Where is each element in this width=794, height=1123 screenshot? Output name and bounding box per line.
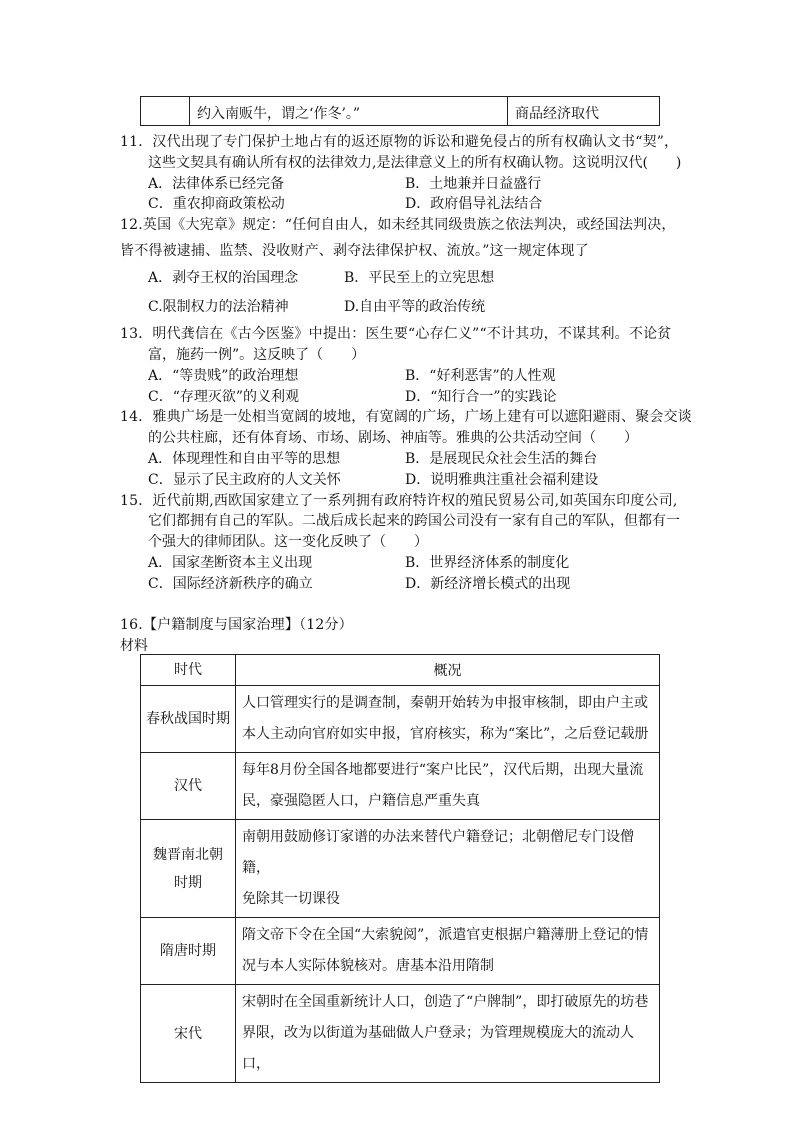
era-cell: 春秋战国时期 (141, 686, 236, 753)
q16-title: 16.【户籍制度与国家治理】（12分） (120, 617, 353, 633)
overview-line: 况与本人实际体貌核对。唐基本沿用隋制 (242, 958, 494, 974)
q12-stem-line1: 12.英国《大宪章》规定：“任何自由人，如未经其同级贵族之依法判决，或经国法判决， (120, 217, 676, 233)
q13-option-b[interactable]: B．“好利恶害”的人性观 (405, 368, 556, 384)
q14-option-c[interactable]: C．显示了民主政府的人文关怀 (148, 472, 341, 488)
top-table-fragment (140, 96, 660, 126)
overview-cell (236, 985, 660, 1083)
q13-option-c[interactable]: C．“存理灭欲”的义利观 (148, 389, 300, 405)
q15-stem-line3: 个强大的律师团队。这一变化反映了（ ） (148, 534, 428, 550)
era-cell: 魏晋南北朝时期 (141, 820, 236, 918)
q11-option-d[interactable]: D．政府倡导礼法结合 (405, 196, 543, 212)
q12-option-a[interactable]: A．剥夺王权的治国理念 (148, 270, 299, 286)
q11-option-a[interactable]: A．法律体系已经完备 (148, 176, 285, 192)
q11-stem-line2: 这些文契具有确认所有权的法律效力,是法律意义上的所有权确认物。这说明汉代( ) (148, 155, 682, 171)
q12-stem-line2: 皆不得被逮捕、监禁、没收财产、剥夺法律保护权、流放。”这一规定体现了 (120, 243, 589, 259)
q15-option-a[interactable]: A．国家垄断资本主义出现 (148, 555, 313, 571)
overview-line: 每年8月份全国各地都要进行“案户比民”，汉代后期，出现大量流 (242, 762, 644, 778)
era-cell: 隋唐时期 (141, 918, 236, 985)
q14-stem-line1: 14．雅典广场是一处相当宽阔的坡地，有宽阔的广场，广场上建有可以遮阳避雨、聚会交谈 (120, 409, 693, 425)
era-cell: 汉代 (141, 753, 236, 820)
overview-line: 宋朝时在全国重新统计人口，创造了“户牌制”，即打破原先的坊巷 (242, 994, 649, 1010)
q15-option-b[interactable]: B．世界经济体系的制度化 (405, 555, 570, 571)
top-table-cell-1 (141, 97, 190, 125)
q15-stem-line1: 15．近代前期,西欧国家建立了一系列拥有政府特许权的殖民贸易公司,如英国东印度公司, (120, 493, 678, 509)
material-label: 材料 (120, 638, 148, 654)
q13-stem-line1: 13．明代龚信在《古今医鉴》中提出：医生要“心存仁义”“不计其功，不谋其利。不论贫 (120, 326, 672, 342)
q13-stem-line2: 富，施药一例”。这反映了（ ） (148, 347, 366, 363)
q15-stem-line2: 它们都拥有自己的军队。二战后成长起来的跨国公司没有一家有自己的军队，但都有一 (148, 513, 680, 529)
table-row (141, 686, 660, 753)
table-header-row (141, 655, 660, 686)
overview-line: 民，豪强隐匿人口，户籍信息严重失真 (242, 793, 480, 809)
q12-option-c[interactable]: C.限制权力的法治精神 (148, 299, 289, 315)
overview-cell (236, 686, 660, 753)
q14-option-b[interactable]: B．是展现民众社会生活的舞台 (405, 451, 598, 467)
q14-stem-line2: 的公共柱廊，还有体育场、市场、剧场、神庙等。雅典的公共活动空间（ ） (148, 430, 638, 446)
era-cell: 宋代 (141, 985, 236, 1083)
q11-option-b[interactable]: B．土地兼并日益盛行 (405, 176, 542, 192)
q15-option-d[interactable]: D．新经济增长模式的出现 (405, 576, 571, 592)
q13-option-a[interactable]: A．“等贵贱”的政治理想 (148, 368, 299, 384)
overview-line: 界限，改为以街道为基础做人户登录；为管理规模庞大的流动人口， (242, 1025, 634, 1072)
q14-option-a[interactable]: A．体现理性和自由平等的思想 (148, 451, 341, 467)
overview-line: 隋文帝下令在全国“大索貌阅”，派遣官吏根据户籍薄册上登记的情 (242, 927, 649, 943)
q13-option-d[interactable]: D．“知行合一”的实践论 (405, 389, 557, 405)
table-row (141, 753, 660, 820)
top-table-cell-3: 商品经济取代 (515, 106, 599, 122)
overview-cell (236, 918, 660, 985)
overview-line: 本人主动向官府如实申报，官府核实，称为“案比”，之后登记载册 (242, 726, 649, 742)
table-row (141, 985, 660, 1083)
q11-stem-line1: 11．汉代出现了专门保护土地占有的返还原物的诉讼和避免侵占的所有权确认文书“契”， (120, 134, 679, 150)
table-row (141, 918, 660, 985)
q15-option-c[interactable]: C．国际经济新秩序的确立 (148, 576, 313, 592)
overview-line: 南朝用鼓励修订家谱的办法来替代户籍登记；北朝僧尼专门设僧籍， (242, 829, 634, 876)
overview-cell (236, 820, 660, 918)
overview-cell (236, 753, 660, 820)
overview-line: 人口管理实行的是调查制，秦朝开始转为申报审核制，即由户主或 (242, 695, 648, 711)
q12-option-b[interactable]: B．平民至上的立宪思想 (344, 270, 495, 286)
header-overview: 概况 (236, 655, 660, 686)
q11-option-c[interactable]: C．重农抑商政策松动 (148, 196, 285, 212)
table-row (141, 820, 660, 918)
household-registration-table (140, 654, 660, 1083)
top-table-cell-2: 约入南贩牛，谓之‘作冬’。” (189, 97, 508, 125)
q12-option-d[interactable]: D.自由平等的政治传统 (344, 299, 486, 315)
q14-option-d[interactable]: D．说明雅典注重社会福利建设 (405, 472, 599, 488)
header-era: 时代 (141, 655, 236, 686)
overview-line: 免除其一切课役 (242, 891, 340, 907)
